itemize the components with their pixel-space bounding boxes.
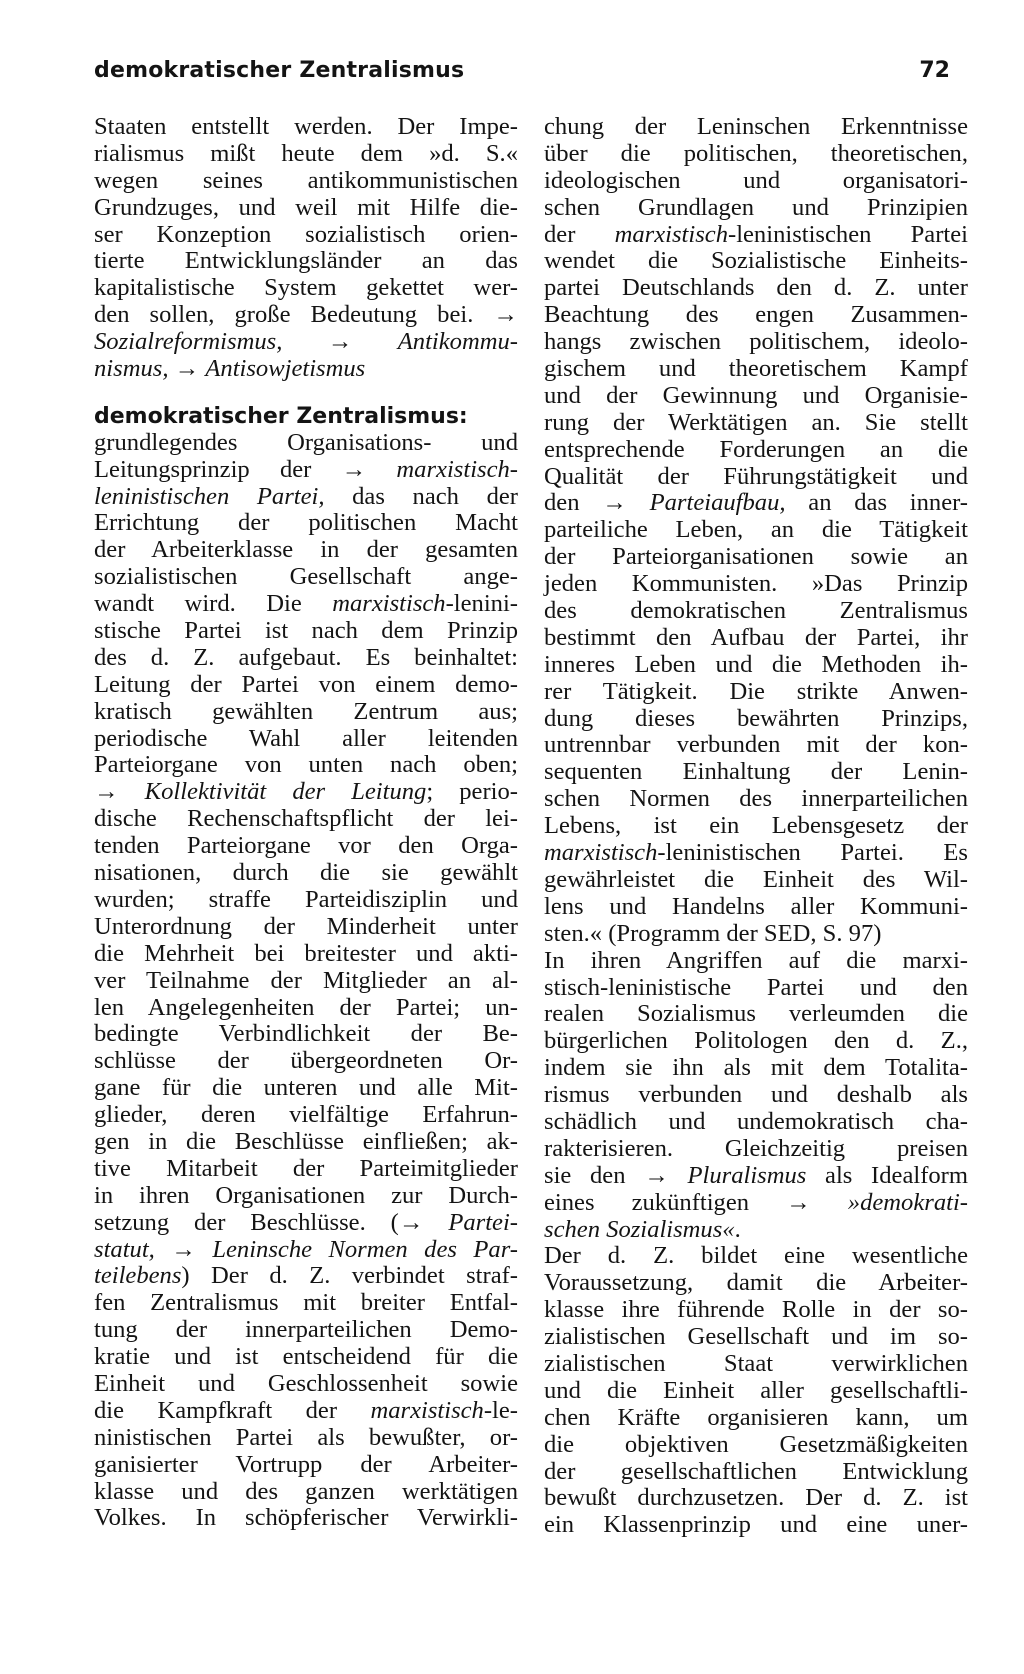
text-line: ideologischen und organisatori- <box>544 166 968 194</box>
text-line: kapitalistische System gekettet wer- <box>94 274 518 302</box>
text-line: untrennbar verbunden mit der kon- <box>544 731 968 759</box>
text-line: zialistischen Gesellschaft und im so- <box>544 1323 968 1351</box>
text-line: klasse und des ganzen werktätigen <box>94 1477 518 1505</box>
text-line: Der d. Z. bildet eine wesentliche <box>544 1242 968 1270</box>
text-line: bedingte Verbindlichkeit der Be- <box>94 1020 518 1048</box>
text-line: realen Sozialismus verleumden die <box>544 1000 968 1028</box>
paragraph-gap <box>94 383 518 403</box>
text-line: len Angelegenheiten der Partei; un- <box>94 993 518 1021</box>
text-line: periodische Wahl aller leitenden <box>94 724 518 752</box>
text-line: ser Konzeption sozialistisch orien- <box>94 220 518 248</box>
text-line: bürgerlichen Politologen den d. Z., <box>544 1027 968 1055</box>
text-line: die Kampfkraft der marxistisch-le- <box>94 1396 518 1424</box>
text-line: marxistisch-leninistischen Partei. Es <box>544 839 968 867</box>
page-number: 72 <box>919 58 950 83</box>
text-line: der marxistisch-leninistischen Partei <box>544 220 968 248</box>
text-line: ganisierter Vortrupp der Arbeiter- <box>94 1450 518 1478</box>
text-line: Parteiorgane von unten nach oben; <box>94 751 518 779</box>
text-line: den sollen, große Bedeutung bei. → <box>94 301 518 329</box>
text-line: sten.« (Programm der SED, S. 97) <box>544 919 882 947</box>
text-line: entsprechende Forderungen an die <box>544 435 968 463</box>
text-line: des d. Z. aufgebaut. Es beinhaltet: <box>94 643 518 671</box>
text-line: die Mehrheit bei breitester und akti- <box>94 939 518 967</box>
text-line: Leitungsprinzip der → marxistisch- <box>94 455 518 483</box>
text-line: Lebens, ist ein Lebensgesetz der <box>544 812 968 840</box>
text-line: kratie und ist entscheidend für die <box>94 1343 518 1371</box>
text-line: rakterisieren. Gleichzeitig preisen <box>544 1134 968 1162</box>
text-line: und der Gewinnung und Organisie- <box>544 381 968 409</box>
right-column <box>544 114 968 1539</box>
text-line: wendet die Sozialistische Einheits- <box>544 247 968 275</box>
text-line: Grundzuges, und weil mit Hilfe die- <box>94 193 518 221</box>
text-line: wurden; straffe Parteidisziplin und <box>94 885 518 913</box>
text-line: kratisch gewählten Zentrum aus; <box>94 697 518 725</box>
text-line: Staaten entstellt werden. Der Impe- <box>94 113 518 140</box>
text-line: wegen seines antikommunistischen <box>94 166 518 194</box>
text-line: wandt wird. Die marxistisch-lenini- <box>94 590 518 618</box>
text-line: und die Einheit aller gesellschaftli- <box>544 1376 968 1404</box>
text-line: teilebens) Der d. Z. verbindet straf- <box>94 1262 518 1290</box>
text-line: leninistischen Partei, das nach der <box>94 482 518 510</box>
text-line: In ihren Angriffen auf die marxi- <box>544 946 968 974</box>
text-line: des demokratischen Zentralismus <box>544 597 968 625</box>
text-line: rismus verbunden und deshalb als <box>544 1081 968 1109</box>
text-line: Errichtung der politischen Macht <box>94 509 518 537</box>
text-line: setzung der Beschlüsse. (→ Partei- <box>94 1208 518 1236</box>
text-line: rung der Werktätigen an. Sie stellt <box>544 408 968 436</box>
text-line: die objektiven Gesetzmäßigkeiten <box>544 1430 968 1458</box>
text-line: rer Tätigkeit. Die strikte Anwen- <box>544 677 968 705</box>
text-line: über die politischen, theoretischen, <box>544 139 968 167</box>
text-line: parteiliche Leben, an die Tätigkeit <box>544 516 968 544</box>
entry-headword <box>94 403 518 430</box>
text-line: ninistischen Partei als bewußter, or- <box>94 1423 518 1451</box>
text-line: dung dieses bewährten Prinzips, <box>544 704 968 732</box>
text-line: jeden Kommunisten. »Das Prinzip <box>544 570 968 598</box>
text-line: sie den → Pluralismus als Idealform <box>544 1161 968 1189</box>
text-line: bestimmt den Aufbau der Partei, ihr <box>544 623 968 651</box>
text-line: den → Parteiaufbau, an das inner- <box>544 489 968 517</box>
text-line: → Kollektivität der Leitung; perio- <box>94 778 518 806</box>
text-line: indem sie ihn als mit dem Totalita- <box>544 1054 968 1082</box>
headword-text: demokratischer Zentralismus: <box>94 403 468 429</box>
text-line: chen Kräfte organisieren kann, um <box>544 1403 968 1431</box>
text-line: gane für die unteren und alle Mit- <box>94 1074 518 1102</box>
text-line: gewährleistet die Einheit des Wil- <box>544 865 968 893</box>
text-line: der Parteiorganisationen sowie an <box>544 543 968 571</box>
page-header <box>94 58 950 94</box>
text-line: stisch-leninistische Partei und den <box>544 973 968 1001</box>
text-line: Sozialreformismus, → Antikommu- <box>94 328 518 356</box>
text-line: nismus, → Antisowjetismus <box>94 355 366 383</box>
text-line: inneres Leben und die Methoden ih- <box>544 650 968 678</box>
text-line: Leitung der Partei von einem demo- <box>94 670 518 698</box>
text-line: schädlich und undemokratisch cha- <box>544 1107 968 1135</box>
running-head: demokratischer Zentralismus <box>94 58 465 83</box>
text-line: nisationen, durch die sie gewählt <box>94 859 518 887</box>
text-line: eines zukünftigen → »demokrati- <box>544 1188 968 1216</box>
text-line: Volkes. In schöpferischer Verwirkli- <box>94 1504 518 1532</box>
text-line: dische Rechenschaftspflicht der lei- <box>94 805 518 833</box>
text-line: schen Grundlagen und Prinzipien <box>544 193 968 221</box>
text-line: in ihren Organisationen zur Durch- <box>94 1181 518 1209</box>
text-line: der gesellschaftlichen Entwicklung <box>544 1457 968 1485</box>
text-line: tive Mitarbeit der Parteimitglieder <box>94 1154 518 1182</box>
text-line: schen Normen des innerparteilichen <box>544 785 968 813</box>
text-line: stische Partei ist nach dem Prinzip <box>94 617 518 645</box>
text-line: sozialistischen Gesellschaft ange- <box>94 563 518 591</box>
text-line: rialismus mißt heute dem »d. S.« <box>94 139 518 167</box>
text-line: Voraussetzung, damit die Arbeiter- <box>544 1269 968 1297</box>
text-line: ein Klassenprinzip und eine uner- <box>544 1511 968 1539</box>
text-line: statut, → Leninsche Normen des Par- <box>94 1235 518 1263</box>
text-line: Unterordnung der Minderheit unter <box>94 912 518 940</box>
text-line: gen in die Beschlüsse einfließen; ak- <box>94 1127 518 1155</box>
text-line: klasse ihre führende Rolle in der so- <box>544 1296 968 1324</box>
text-line: bewußt durchzusetzen. Der d. Z. ist <box>544 1484 968 1512</box>
text-line: Beachtung des engen Zusammen- <box>544 301 968 329</box>
text-line: tung der innerparteilichen Demo- <box>94 1316 518 1344</box>
text-line: glieder, deren vielfältige Erfahrun- <box>94 1101 518 1129</box>
text-line: grundlegendes Organisations- und <box>94 428 518 456</box>
text-line: partei Deutschlands den d. Z. unter <box>544 274 968 302</box>
text-line: gischem und theoretischem Kampf <box>544 355 968 383</box>
text-line: ver Teilnahme der Mitglieder an al- <box>94 966 518 994</box>
text-line: tenden Parteiorgane vor den Orga- <box>94 832 518 860</box>
text-line: tierte Entwicklungsländer an das <box>94 247 518 275</box>
text-line: Einheit und Geschlossenheit sowie <box>94 1369 518 1397</box>
left-column <box>94 114 518 1532</box>
text-line: schlüsse der übergeordneten Or- <box>94 1047 518 1075</box>
text-line: zialistischen Staat verwirklichen <box>544 1349 968 1377</box>
text-line: fen Zentralismus mit breiter Entfal- <box>94 1289 518 1317</box>
text-line: hangs zwischen politischem, ideolo- <box>544 328 968 356</box>
text-line: schen Sozialismus«. <box>544 1215 741 1243</box>
text-line: sequenten Einhaltung der Lenin- <box>544 758 968 786</box>
text-line: lens und Handelns aller Kommuni- <box>544 892 968 920</box>
text-line: chung der Leninschen Erkenntnisse <box>544 113 968 140</box>
text-line: der Arbeiterklasse in der gesamten <box>94 536 518 564</box>
text-line: Qualität der Führungstätigkeit und <box>544 462 968 490</box>
